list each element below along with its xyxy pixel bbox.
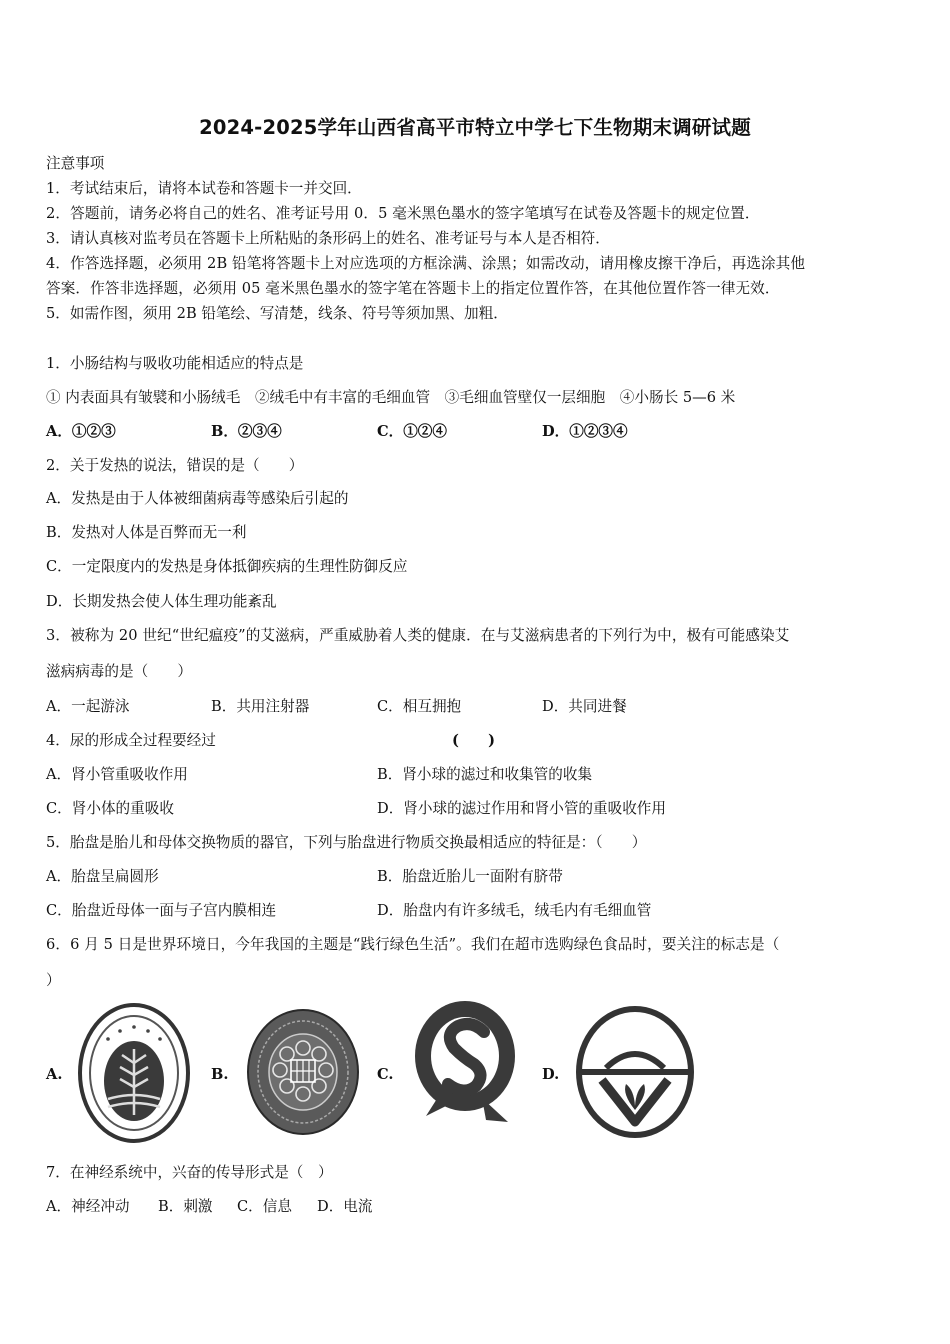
organic-food-seal-icon xyxy=(246,1008,360,1136)
q4-option-c: C．肾小体的重吸收 xyxy=(46,800,174,817)
page-title: 2024-2025学年山西省高平市特立中学七下生物期末调研试题 xyxy=(199,116,751,139)
q3-option-a: A．一起游泳 xyxy=(46,698,130,715)
q3-stem: 3．被称为 20 世纪“世纪瘟疫”的艾滋病，严重威胁着人类的健康．在与艾滋病患者的下列行为中，极有可能感染艾 xyxy=(46,627,790,644)
q4-option-a: A．肾小管重吸收作用 xyxy=(46,766,188,783)
q1-option-b: B．②③④ xyxy=(211,423,282,440)
q7-option-a: A．神经冲动 xyxy=(46,1198,130,1215)
q5-option-b: B．胎盘近胎儿一面附有脐带 xyxy=(377,868,563,885)
notice-item-5: 5．如需作图，须用 2B 铅笔绘、写清楚，线条、符号等须加黑、加粗． xyxy=(46,305,508,322)
notice-item-2: 2．答题前，请务必将自己的姓名、准考证号用 0．5 毫米黑色墨水的签字笔填写在试卷及答题卡的规定位置． xyxy=(46,205,760,222)
q2-option-c: C．一定限度内的发热是身体抵御疾病的生理性防御反应 xyxy=(46,558,408,575)
q4-answer-paren: ( ) xyxy=(452,732,495,749)
q6-option-c-label: C. xyxy=(377,1066,394,1083)
q4-option-b: B．肾小球的滤过和收集管的收集 xyxy=(377,766,593,783)
q6-option-a-label: A. xyxy=(46,1066,63,1083)
q4-stem: 4．尿的形成全过程要经过 xyxy=(46,732,216,749)
pollution-free-product-logo-icon xyxy=(78,1003,190,1143)
q6-option-d-label: D. xyxy=(542,1066,560,1083)
q1-statements: ① 内表面具有皱襞和小肠绒毛 ②绒毛中有丰富的毛细血管 ③毛细血管壁仅一层细胞 ④小肠长 5—6 米 xyxy=(46,389,736,406)
q1-option-a: A．①②③ xyxy=(46,423,116,440)
q7-option-c: C．信息 xyxy=(237,1198,292,1215)
q2-option-b: B．发热对人体是百弊而无一利 xyxy=(46,524,247,541)
q5-option-d: D．胎盘内有许多绒毛，绒毛内有毛细血管 xyxy=(377,902,652,919)
q7-option-d: D．电流 xyxy=(317,1198,373,1215)
q1-option-c: C．①②④ xyxy=(377,423,447,440)
q1-stem: 1．小肠结构与吸收功能相适应的特点是 xyxy=(46,355,304,372)
q2-stem: 2．关于发热的说法，错误的是（ ） xyxy=(46,457,304,474)
q5-option-a: A．胎盘呈扁圆形 xyxy=(46,868,159,885)
q7-option-b: B．刺激 xyxy=(158,1198,213,1215)
q2-option-d: D．长期发热会使人体生理功能紊乱 xyxy=(46,593,277,610)
q6-stem-cont: ） xyxy=(46,972,61,989)
notice-item-4: 4．作答选择题，必须用 2B 铅笔将答题卡上对应选项的方框涂满、涂黑；如需改动，请用橡皮擦干净后，再选涂其他 xyxy=(46,255,806,272)
q3-option-c: C．相互拥抱 xyxy=(377,698,462,715)
q3-stem-cont: 滋病病毒的是（ ） xyxy=(46,663,192,680)
q6-stem: 6．6 月 5 日是世界环境日，今年我国的主题是“践行绿色生活”。我们在超市选购绿色食品时，要关注的标志是（ xyxy=(46,936,780,953)
q3-option-d: D．共同进餐 xyxy=(542,698,627,715)
green-food-logo-icon xyxy=(576,1006,694,1138)
notice-item-4-cont: 答案．作答非选择题，必须用 05 毫米黑色墨水的签字笔在答题卡上的指定位置作答，在其他位置作答一律无效． xyxy=(46,280,780,297)
q4-option-d: D．肾小球的滤过作用和肾小管的重吸收作用 xyxy=(377,800,666,817)
notice-item-1: 1．考试结束后，请将本试卷和答题卡一并交回． xyxy=(46,180,362,197)
q3-option-b: B．共用注射器 xyxy=(211,698,310,715)
q2-option-a: A．发热是由于人体被细菌病毒等感染后引起的 xyxy=(46,490,349,507)
notice-item-3: 3．请认真核对监考员在答题卡上所粘贴的条形码上的姓名、准考证号与本人是否相符． xyxy=(46,230,610,247)
quality-safety-s-logo-icon xyxy=(412,998,518,1124)
q5-stem: 5．胎盘是胎儿和母体交换物质的器官，下列与胎盘进行物质交换最相适应的特征是：（ ） xyxy=(46,834,647,851)
q6-option-b-label: B. xyxy=(211,1066,229,1083)
notice-heading: 注意事项 xyxy=(46,155,105,172)
q7-stem: 7．在神经系统中，兴奋的传导形式是（ ） xyxy=(46,1164,333,1181)
q5-option-c: C．胎盘近母体一面与子宫内膜相连 xyxy=(46,902,277,919)
q1-option-d: D．①②③④ xyxy=(542,423,628,440)
